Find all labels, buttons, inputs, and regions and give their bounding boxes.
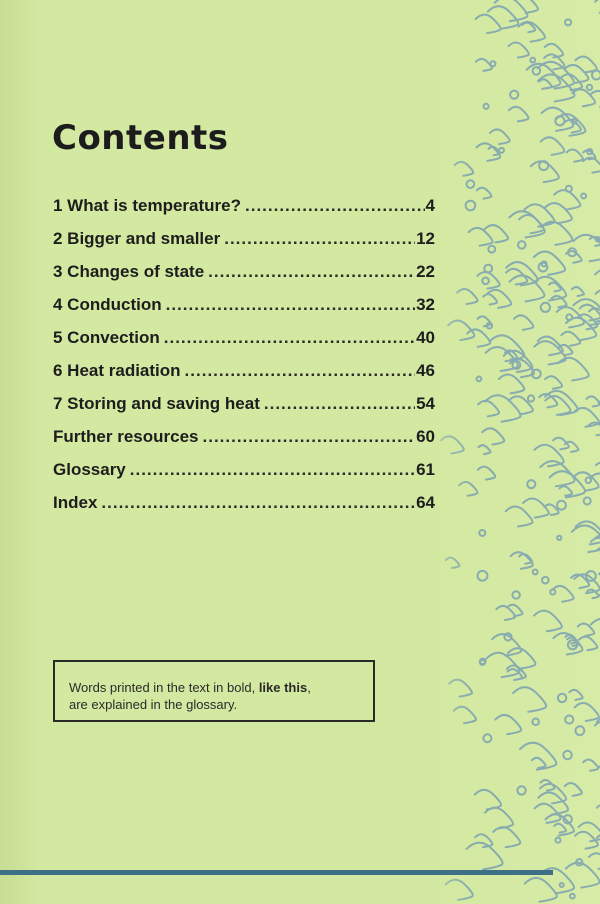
toc-entry-page: 12	[416, 229, 435, 248]
toc-entry	[53, 262, 435, 295]
toc-entry-label: 7 Storing and saving heat	[53, 394, 260, 413]
toc-entry	[53, 427, 435, 460]
toc-entry	[53, 460, 435, 493]
glossary-note-text	[55, 662, 373, 713]
toc-dot-leader	[101, 493, 415, 513]
glossary-note-box	[53, 660, 375, 722]
toc-entry-label: Further resources	[53, 427, 199, 446]
toc-entry-label: 2 Bigger and smaller	[53, 229, 221, 248]
toc-entry	[53, 196, 435, 229]
toc-dot-leader	[166, 295, 415, 315]
toc-dot-leader	[130, 460, 415, 480]
toc-entry	[53, 295, 435, 328]
toc-entry	[53, 493, 435, 526]
toc-dot-leader	[264, 394, 415, 414]
toc-entry-page: 32	[416, 295, 435, 314]
toc-entry-label: Glossary	[53, 460, 126, 479]
toc-entry-page: 22	[416, 262, 435, 281]
toc-dot-leader	[164, 328, 415, 348]
toc-entry-page: 60	[416, 427, 435, 446]
toc-dot-leader	[224, 229, 415, 249]
toc-entry-label: 6 Heat radiation	[53, 361, 181, 380]
toc-entry-page: 61	[416, 460, 435, 479]
toc-entry-label: 1 What is temperature?	[53, 196, 241, 215]
toc-dot-leader	[208, 262, 415, 282]
toc-dot-leader	[245, 196, 425, 216]
toc-entry-label: 4 Conduction	[53, 295, 162, 314]
toc-entry-page: 40	[416, 328, 435, 347]
toc-dot-leader	[203, 427, 416, 447]
note-bold-example: like this	[258, 680, 308, 695]
note-line1-punct: ,	[307, 680, 311, 695]
note-line1-text: Words printed in the text in bold,	[69, 680, 259, 695]
toc-dot-leader	[185, 361, 416, 381]
toc-entry	[53, 361, 435, 394]
page-title: Contents	[52, 118, 229, 158]
toc-entry-label: 3 Changes of state	[53, 262, 205, 281]
toc-entry-page: 54	[416, 394, 435, 413]
toc-entry-label: Index	[53, 493, 98, 512]
toc-entry	[53, 229, 435, 262]
toc-entry	[53, 328, 435, 361]
bottom-rule	[0, 870, 553, 875]
toc-entry-page: 64	[416, 493, 435, 512]
toc-entry-page: 4	[425, 196, 435, 215]
note-line2-text: are explained in the glossary.	[69, 697, 238, 712]
toc-entry-page: 46	[416, 361, 435, 380]
table-of-contents	[53, 196, 435, 526]
toc-entry	[53, 394, 435, 427]
toc-entry-label: 5 Convection	[53, 328, 160, 347]
